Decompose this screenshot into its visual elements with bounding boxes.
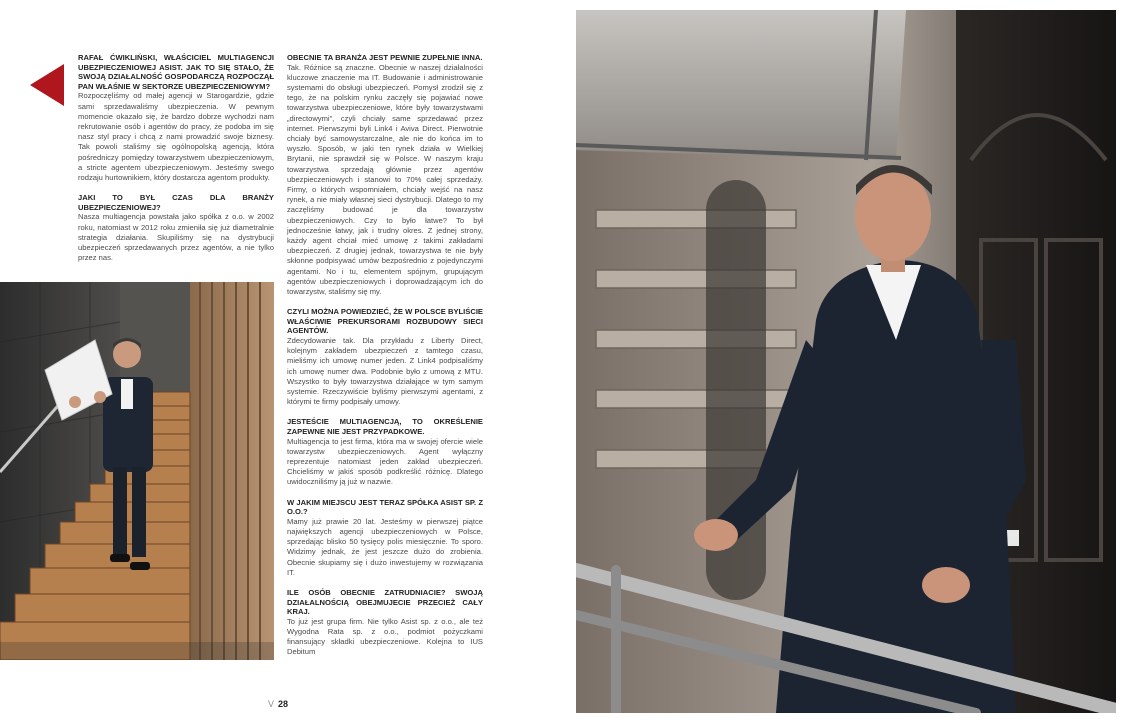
interview-question: W JAKIM MIEJSCU JEST TERAZ SPÓŁKA ASIST SP. Z O.O.? (287, 497, 483, 517)
interview-answer: Tak. Różnice są znaczne. Obecnie w naszej działalności kluczowe znaczenie ma IT. Budowanie i administrowanie systemami do obsługi ubezpieczeń. Pomysł zrodził się z tego, że na polskim rynku zaczęły się pojawiać nowe towarzystwa ubezpieczeniowe, które były towarzystwami „directowymi”, czyli chciały same sprzedawać przez internet. Pierwszymi byli Link4 i Aviva Direct. Pierwotnie chciały być samowystarczalne, ale nie do końca im to wyszło. Sposób, w jaki ten rynek działa w Wielkiej Brytanii, nie sprawdził się w Polsce. W naszym kraju towarzystwa sprzedają głównie przez agentów ubezpieczeniowych i stanowi to 70% całej sprzedaży. Firmy, o których wspomniałem, chciały wejść na nasz rynek, a nie miały własnej sieci dystrybucji. Dlatego to my zaczęliśmy budować je dla towarzystw ubezpieczeniowych. Czy to było łatwe? To był jednocześnie łatwy, jak i trudny okres. Z jednej strony, każdy agent chciał mieć umowę z takimi zakładami ubezpieczeń. Z drugiej jednak, towarzystwa te nie były skłonne podpisywać umów bezpośrednio z pojedynczymi agentami. No i tu, elementem spójnym, grupującym agentów ubezpieczeniowych i doprowadzającym ich do towarzystw, staliśmy się my. (287, 62, 483, 297)
staircase-portrait-photo (0, 282, 274, 660)
interview-answer: Mamy już prawie 20 lat. Jesteśmy w pierwszej piątce największych agencji ubezpieczeniowych w Polsce, sprzedając blisko 50 tysięcy polis miesięcznie. To sporo. Widzimy jednak, że jest jeszcze dużo do zrobienia. Obecnie skupiamy się i dużo inwestujemy w rozwiązania IT. (287, 516, 483, 577)
interview-question: OBECNIE TA BRANŻA JEST PEWNIE ZUPEŁNIE INNA. (287, 53, 483, 62)
interview-question: JESTEŚCIE MULTIAGENCJĄ, TO OKREŚLENIE ZAPEWNE NIE JEST PRZYPADKOWE. (287, 417, 483, 437)
railing-portrait-photo (576, 10, 1116, 713)
magazine-letter: V (268, 699, 275, 709)
interview-answer: Multiagencja to jest firma, która ma w swojej ofercie wiele towarzystw ubezpieczeniowych. Agent wyłączny reprezentuje natomiast jeden zakład ubezpieczeń. Chcieliśmy w jakiś sposób podkreślić różnicę. Dlatego uwidoczniliśmy ją już w nazwie. (287, 436, 483, 487)
page-number (268, 699, 288, 709)
interview-answer: Zdecydowanie tak. Dla przykładu z Liberty Direct, kolejnym zakładem ubezpieczeń z tamtego czasu, mieliśmy ich umowę numer jeden. Z Link4 podpisaliśmy ich umowę numer dwa. Podobnie było z umową z MTU. Wszystko to były towarzystwa działające w tym samym systemie. Rzeczywiście byliśmy pierwszymi agentami, z którymi te firmy podpisały umowy. (287, 336, 483, 407)
interview-answer: Nasza multiagencja powstała jako spółka z o.o. w 2002 roku, natomiast w 2012 roku zmieniła się już diametralnie strategia działania. Skupiliśmy się na dystrybucji ubezpieczeń sprzedawanych przez agentów, a nie tylko przez nas. (78, 212, 274, 263)
interview-question: CZYLI MOŻNA POWIEDZIEĆ, ŻE W POLSCE BYLIŚCIE WŁAŚCIWIE PREKURSORAMI ROZBUDOWY SIECI AGENTÓW. (287, 307, 483, 336)
interview-answer: Rozpoczęliśmy od małej agencji w Starogardzie, gdzie sami sprzedawaliśmy ubezpieczenia. W pewnym momencie okazało się, że bardzo dobrze wychodzi nam rekrutowanie osób i agentów do pracy, że podoba im się nasz styl pracy i chcą z nami prowadzić swoje biznesy. Tak powoli staliśmy się ogólnopolską agencją, która pośredniczy pomiędzy towarzystwem ubezpieczeniowym, a stricte agentem ubezpieczeniowym. Jesteśmy swego rodzaju hurtownikiem, który dostarcza agentom produkty. (78, 91, 274, 182)
interview-question: JAKI TO BYŁ CZAS DLA BRANŻY UBEZPIECZENIOWEJ? (78, 193, 274, 212)
page-number-value: 28 (278, 699, 289, 709)
interview-answer: To już jest grupa firm. Nie tylko Asist sp. z o.o., ale też Wygodna Rata sp. z o.o., podmiot pożyczkami finansujący składki ubezpieczeniowe. Kolejna to IUS Debitum (287, 616, 483, 657)
article-column-1 (78, 53, 274, 273)
article-column-2 (287, 53, 483, 668)
interview-question: ILE OSÓB OBECNIE ZATRUDNIACIE? SWOJĄ DZIAŁALNOŚCIĄ OBEJMUJECIE PRZECIEŻ CAŁY KRAJ. (287, 588, 483, 617)
section-marker-triangle (30, 64, 64, 106)
interview-question: RAFAŁ ĆWIKLIŃSKI, WŁAŚCICIEL MULTIAGENCJI UBEZPIECZENIOWEJ ASIST. JAK TO SIĘ STAŁO, ŻE SWOJĄ DZIAŁALNOŚĆ GOSPODARCZĄ ROZPOCZĄŁ PAN WŁAŚNIE W SEKTORZE UBEZPIECZENIOWYM? (78, 53, 274, 91)
